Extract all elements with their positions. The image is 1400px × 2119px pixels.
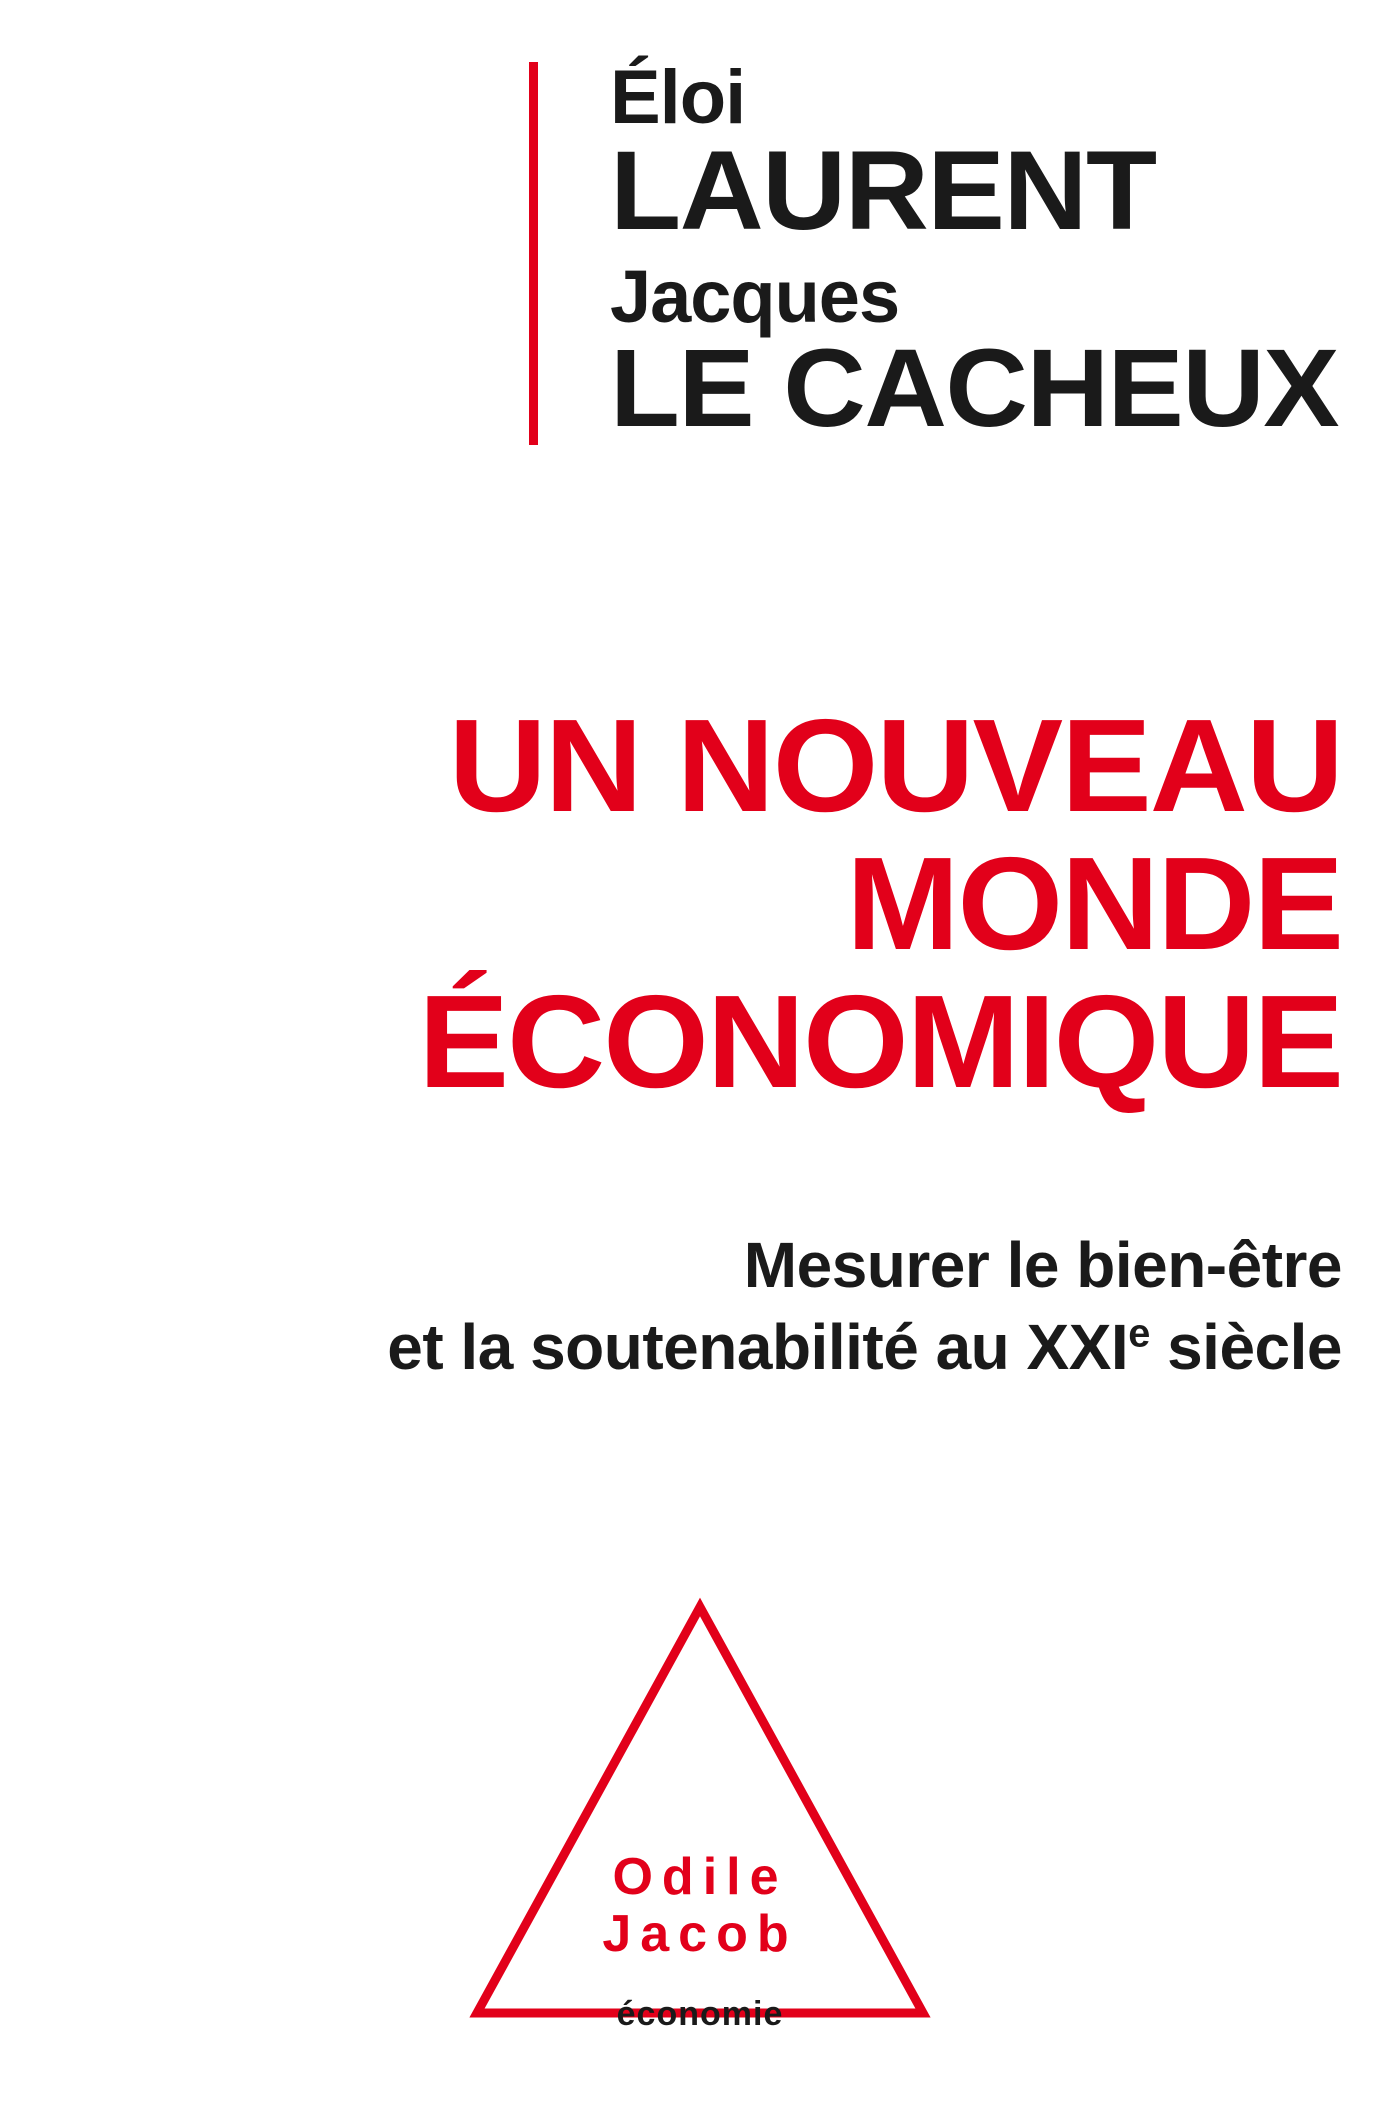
subtitle-ordinal-suffix: e — [1128, 1311, 1150, 1356]
publisher-name-line-1: Odile — [612, 1848, 788, 1906]
author-2-first-name: Jacques — [609, 255, 900, 339]
title-line-3: ÉCONOMIQUE — [418, 968, 1343, 1115]
author-2-last-name: LE CACHEUX — [609, 326, 1339, 450]
title-line-2: MONDE — [846, 830, 1342, 977]
subtitle-line-2-text: et la soutenabilité au XXI — [387, 1310, 1129, 1383]
author-1-first-name: Éloi — [609, 55, 746, 140]
subtitle-line-1: Mesurer le bien-être — [743, 1229, 1342, 1301]
author-1-last-name: LAURENT — [609, 128, 1156, 254]
publisher-name-line-2: Jacob — [602, 1904, 798, 1963]
author-names — [609, 55, 1339, 450]
publisher-collection: économie — [616, 1995, 784, 2033]
red-vertical-rule-icon — [529, 62, 538, 445]
publisher-logo — [465, 1595, 935, 2065]
book-subtitle — [0, 1225, 1342, 1389]
book-title — [0, 692, 1343, 1115]
title-line-1: UN NOUVEAU — [448, 692, 1342, 839]
subtitle-line-2-tail: siècle — [1149, 1310, 1342, 1383]
authors-block — [0, 55, 1339, 450]
publisher-name — [465, 1850, 935, 1961]
subtitle-line-2 — [0, 1307, 1342, 1389]
